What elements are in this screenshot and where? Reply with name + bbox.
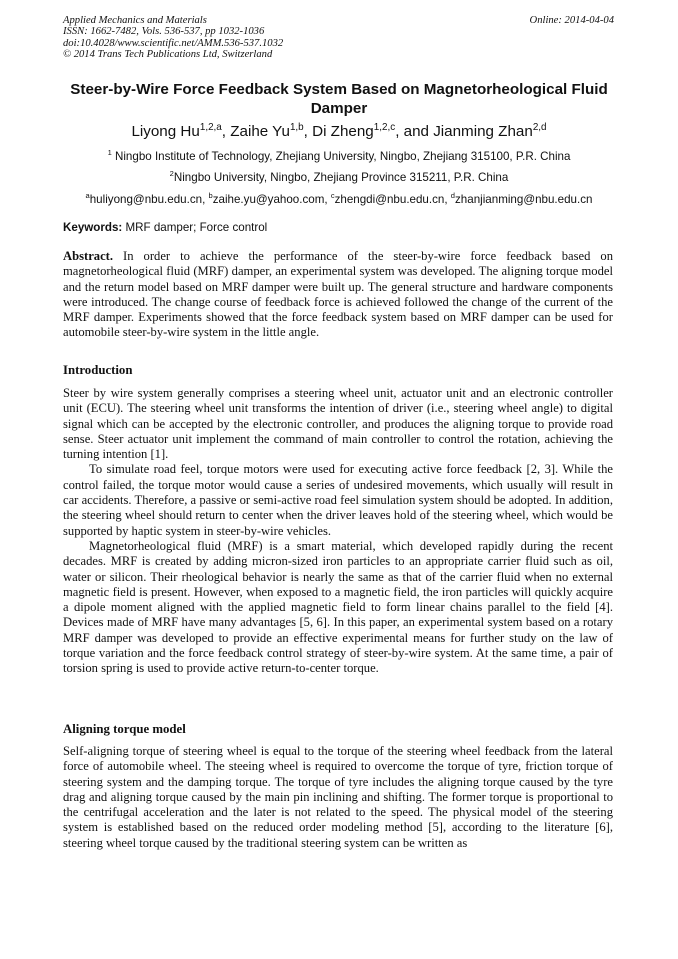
author-sup: 2,d bbox=[532, 121, 547, 133]
affiliation-sup: 2 bbox=[169, 169, 174, 179]
author-sup: 1,2,a bbox=[199, 121, 222, 133]
email-sup: d bbox=[450, 191, 455, 201]
affiliation-2 bbox=[63, 171, 615, 185]
email-address: zhengdi@nbu.edu.cn, bbox=[334, 193, 451, 206]
online-date: Online: 2014-04-04 bbox=[529, 15, 614, 26]
copyright-line: © 2014 Trans Tech Publications Ltd, Switzerland bbox=[63, 49, 273, 61]
email-line bbox=[63, 193, 615, 207]
journal-name: Applied Mechanics and Materials bbox=[63, 15, 207, 26]
paragraph: Self-aligning torque of steering wheel is equal to the torque of the steering wheel feedback from the lateral force of automobile wheel. The steeing wheel is required to overcome the torque of tyre, friction torque of steering system and the damping torque. The torque of tyre includes the aligning torque caused by the tyre drag and aligning torque caused by the main pin inclining and shifting. The former torque is proportional to the centrifugal acceleration and the later is not related to the speed. The physical model of the steering system is established based on the reduced order modeling method [5], according to the literature [6], steering wheel torque caused by the traditional steering system can be written as bbox=[63, 744, 613, 850]
email-sup: c bbox=[330, 191, 335, 201]
section-heading-introduction: Introduction bbox=[63, 363, 133, 377]
affiliation-text: Ningbo University, Ningbo, Zhejiang Province 315211, P.R. China bbox=[173, 171, 509, 184]
author-name: Zaihe Yu bbox=[230, 123, 290, 140]
email-address: zaihe.yu@yahoo.com, bbox=[212, 193, 331, 206]
abstract bbox=[63, 249, 613, 341]
aligning-body bbox=[63, 744, 613, 851]
author-separator: , bbox=[303, 123, 313, 140]
abstract-paragraph bbox=[63, 249, 613, 341]
author-sup: 1,b bbox=[289, 121, 304, 133]
paper-title: Steer-by-Wire Force Feedback System Based on Magnetorheological Fluid Damper bbox=[70, 81, 608, 117]
issn-line: ISSN: 1662-7482, Vols. 536-537, pp 1032-1036 bbox=[63, 26, 265, 38]
abstract-label: Abstract. bbox=[63, 249, 114, 263]
paragraph: To simulate road feel, torque motors were used for executing active force feedback [2, 3]. While the control failed, the torque motor would cause a series of undesired movements, which usually will result in car accidents. Therefore, a passive or semi-active road feel simulation system should be adopted. In addition, the steering wheel should return to center when the driver leaves hold of the steering wheel, which would be supported by haptic system in steer-by-wire vehicles. bbox=[63, 462, 613, 538]
author-sup: 1,2,c bbox=[373, 121, 396, 133]
affiliation-sup: 1 bbox=[107, 148, 112, 158]
affiliation-text: Ningbo Institute of Technology, Zhejiang University, Ningbo, Zhejiang 315100, P.R. China bbox=[111, 150, 571, 163]
author-name: Liyong Hu bbox=[131, 123, 200, 140]
author-separator: , and bbox=[395, 123, 434, 140]
author-name: Jianming Zhan bbox=[433, 123, 533, 140]
doi-line: doi:10.4028/www.scientific.net/AMM.536-537.1032 bbox=[63, 37, 284, 49]
affiliation-1 bbox=[63, 150, 615, 164]
paragraph: Steer by wire system generally comprises a steering wheel unit, actuator unit and an electronic controller unit (ECU). The steering wheel unit transforms the intention of driver (i.e., steering wheel angle) to digital signal which can be accepted by the electronic controller, and produces the aligning torque to provide road sense. Steer actuator unit implement the command of main controller to control the rotation, achieving the turning intention [1]. bbox=[63, 386, 613, 462]
email-address: zhanjianming@nbu.edu.cn bbox=[455, 193, 593, 206]
abstract-text: In order to achieve the performance of the steer-by-wire force feedback based on magnetorheological fluid (MRF) damper, an experimental system was developed. The aligning torque model and the return model based on MRF damper were built up. The general structure and hardware components were introduced. The change course of feedback force is achieved followed the change of the current of the MRF damper. Experiments showed that the force feedback system based on MRF damper can be used for automobile steer-by-wire system in the little angle. bbox=[63, 249, 613, 340]
section-heading-aligning-torque: Aligning torque model bbox=[63, 722, 186, 736]
paragraph: Magnetorheological fluid (MRF) is a smart material, which developed rapidly during the recent decades. MRF is created by adding micron-sized iron particles to an appropriate carrier fluid such as oil, water or silicon. Their rheological behavior is nearly the same as that of the carrier fluid when no external magnetic field is present. However, when exposed to a magnetic field, the iron particles will quickly acquire a dipole moment aligned with the applied magnetic field to form linear chains parallel to the field [4]. Devices made of MRF have many advantages [5, 6]. In this paper, an experimental system based on a rotary MRF damper was developed to provide an effective experimental means for further study on the law of torque variation and the force feedback control strategy of steer-by-wire system. At the same time, a pair of torsion spring is used to provide active return-to-center torque. bbox=[63, 538, 613, 676]
email-sup: b bbox=[208, 191, 213, 201]
journal-header bbox=[63, 15, 283, 61]
keywords bbox=[63, 221, 267, 235]
email-address: huliyong@nbu.edu.cn, bbox=[89, 193, 209, 206]
author-name: Di Zheng bbox=[312, 123, 374, 140]
introduction-body bbox=[63, 386, 613, 677]
email-sup: a bbox=[85, 191, 90, 201]
keywords-label: Keywords: bbox=[63, 221, 123, 234]
keywords-text: MRF damper; Force control bbox=[122, 221, 268, 234]
author-separator: , bbox=[221, 123, 231, 140]
author-list bbox=[63, 122, 615, 141]
